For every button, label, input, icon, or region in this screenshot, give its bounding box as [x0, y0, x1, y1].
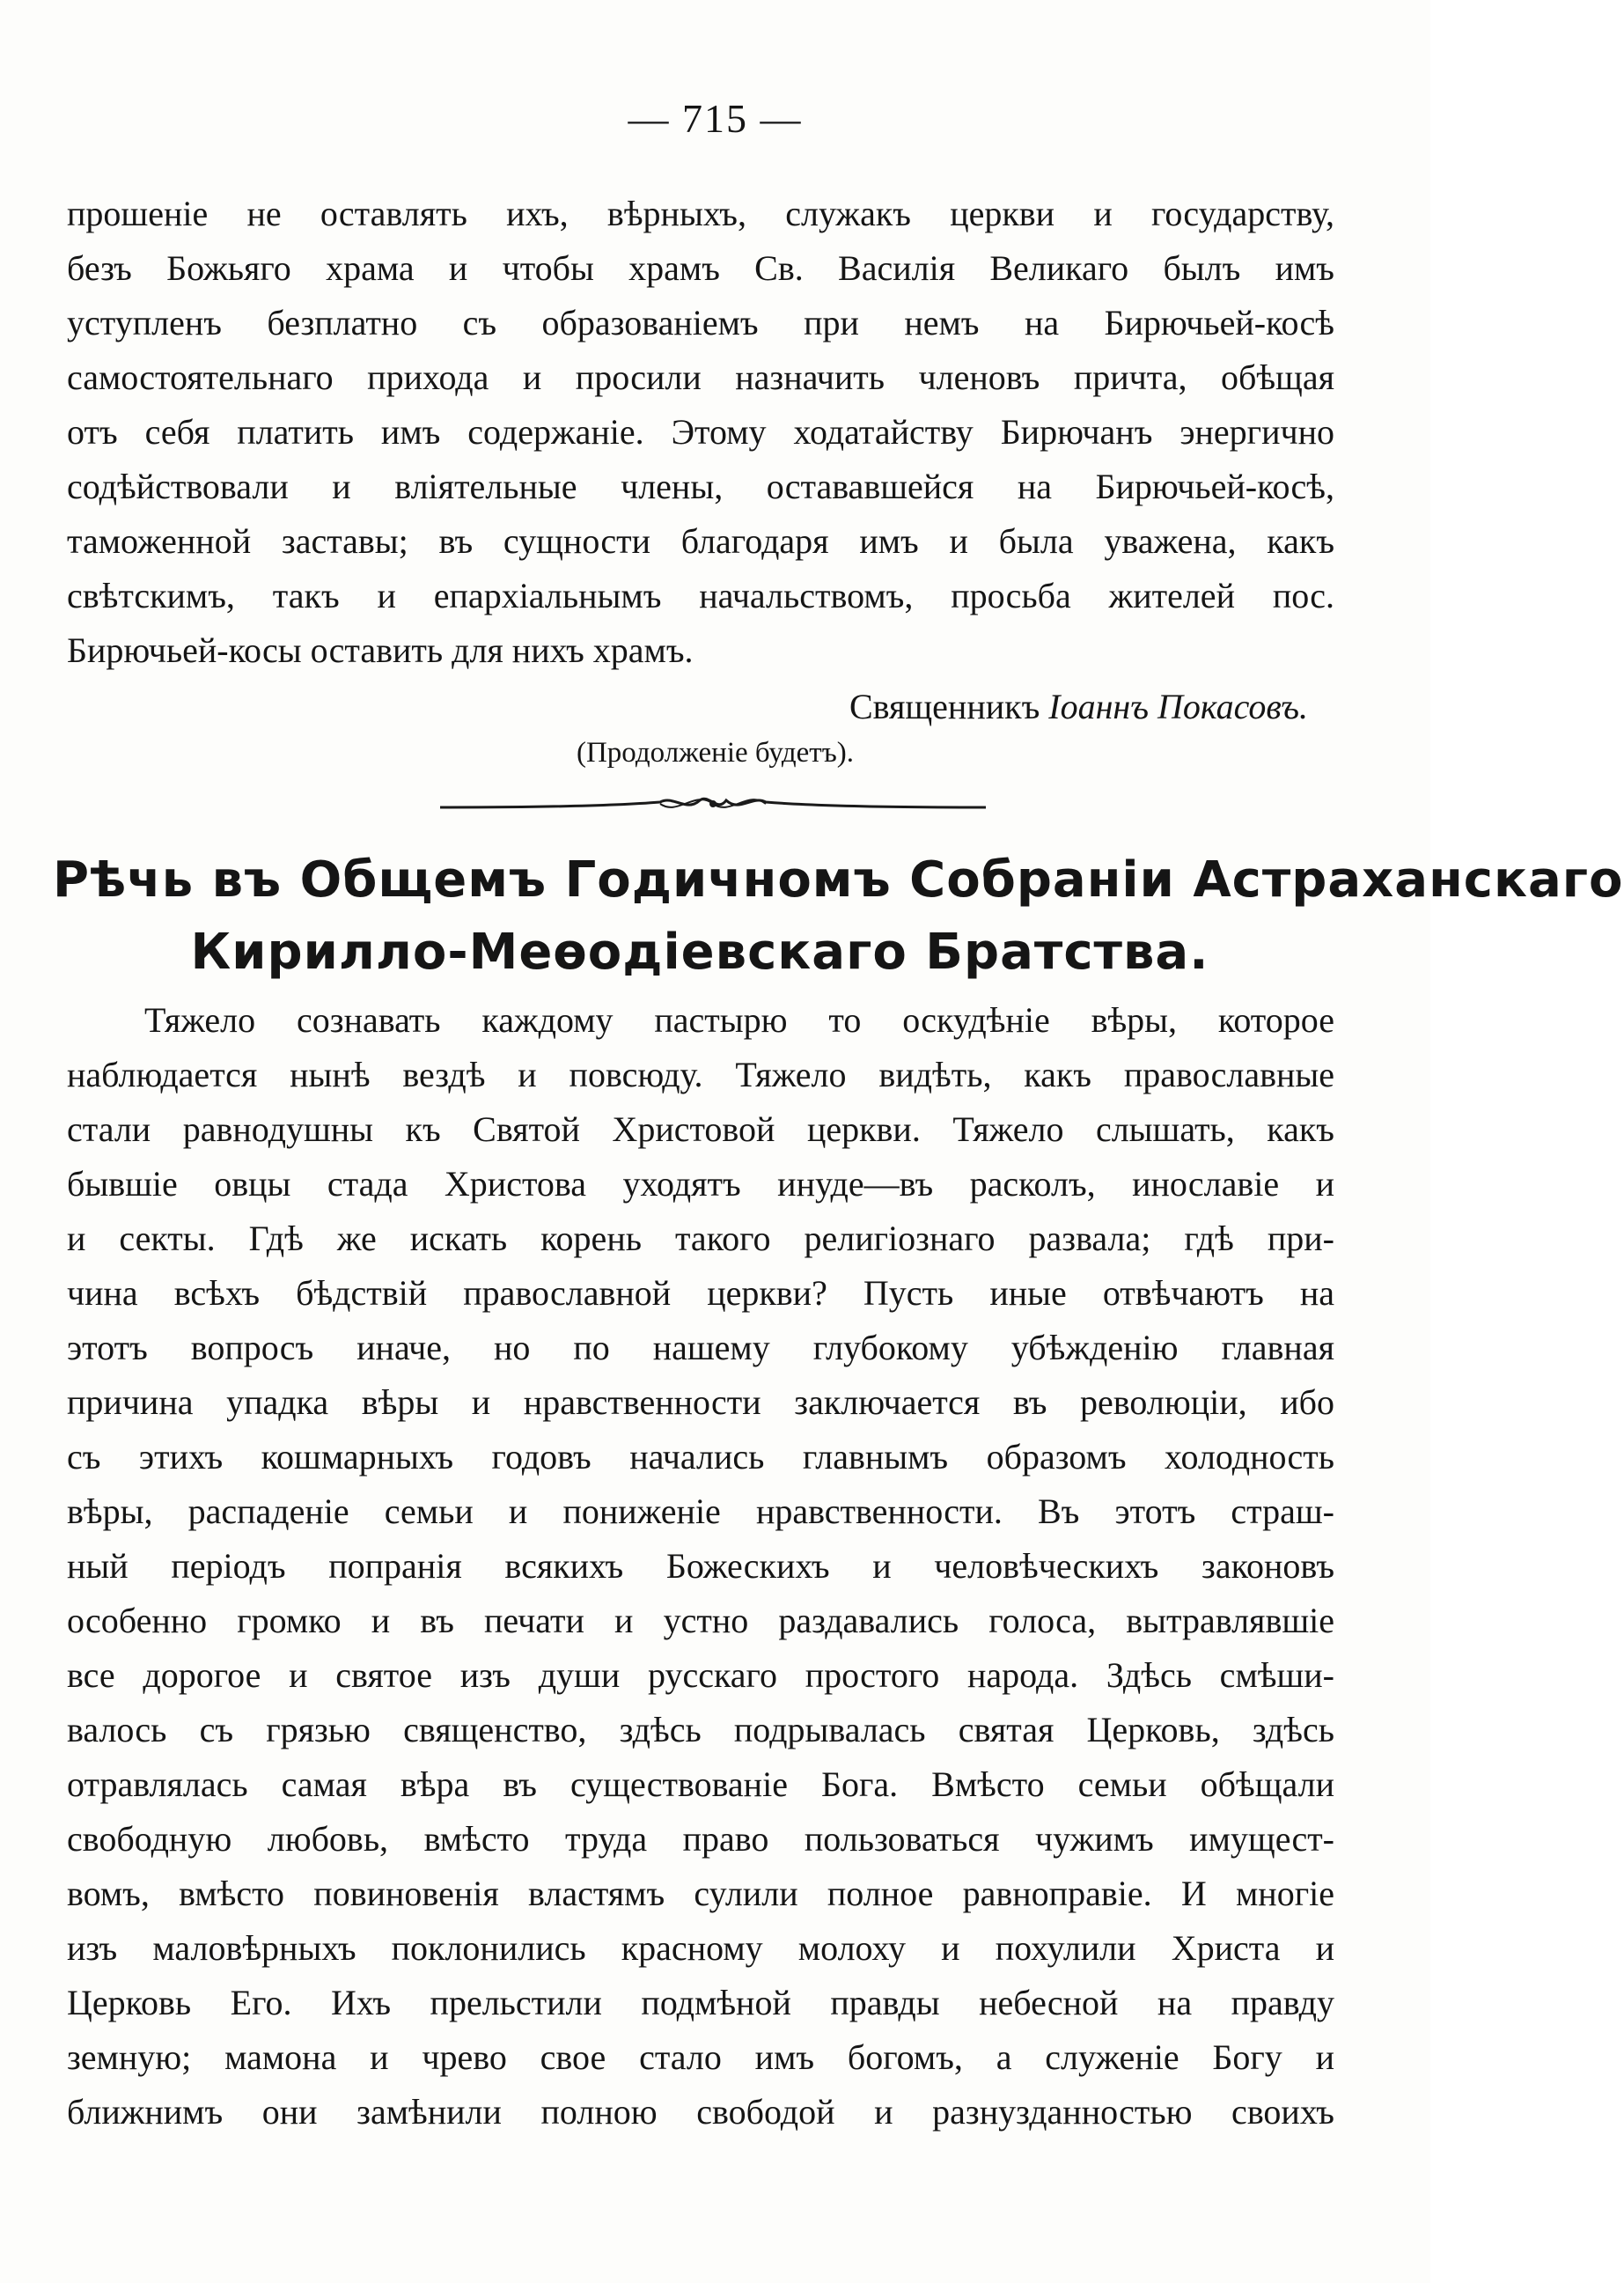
- text-line: земную; мамона и чрево свое стало имъ богомъ, а служеніе Богу и: [67, 2037, 1334, 2077]
- top-paragraph: [67, 187, 1334, 678]
- text-line: вѣры, распаденіе семьи и пониженіе нравственности. Въ этотъ страш-: [67, 1491, 1334, 1531]
- text-line: стали равнодушны къ Святой Христовой церкви. Тяжело слышать, какъ: [67, 1109, 1334, 1149]
- text-line: валось съ грязью священство, здѣсь подрывалась святая Церковь, здѣсь: [67, 1710, 1334, 1749]
- main-paragraph: [67, 993, 1334, 2139]
- continuation-note: (Продолженіе будетъ).: [576, 737, 855, 769]
- text-line: съ этихъ кошмарныхъ годовъ начались главнымъ образомъ холодность: [67, 1437, 1334, 1477]
- text-line: причина упадка вѣры и нравственности заключается въ революціи, ибо: [67, 1382, 1334, 1422]
- text-line: чина всѣхъ бѣдствій православной церкви? Пусть иные отвѣчаютъ на: [67, 1273, 1334, 1313]
- text-line: самостоятельнаго прихода и просили назначить членовъ причта, обѣщая: [67, 357, 1334, 397]
- signature-prefix: Священникъ: [849, 687, 1049, 726]
- text-line: ный періодъ попранія всякихъ Божескихъ и человѣческихъ законовъ: [67, 1546, 1334, 1586]
- text-line: и секты. Гдѣ же искать корень такого религіознаго развала; гдѣ при-: [67, 1219, 1334, 1258]
- section-heading-line-1: Рѣчь въ Общемъ Годичномъ Собраніи Астраханскаго: [53, 851, 1624, 909]
- text-line: уступленъ безплатно съ образованіемъ при немъ на Бирючьей-косѣ: [67, 303, 1334, 342]
- text-line: вомъ, вмѣсто повиновенія властямъ сулили полное равноправіе. И многіе: [67, 1874, 1334, 1913]
- text-line: особенно громко и въ печати и устно раздавались голоса, вытравлявшіе: [67, 1601, 1334, 1640]
- section-heading-line-2: Кирилло-Меѳодіевскаго Братства.: [190, 924, 1209, 981]
- signature: [0, 680, 1308, 734]
- text-line: все дорогое и святое изъ души русскаго простого народа. Здѣсь смѣши-: [67, 1655, 1334, 1695]
- text-line: Тяжело сознавать каждому пастырю то оскудѣніе вѣры, которое: [144, 1000, 1334, 1040]
- signature-name: Іоаннъ Покасовъ.: [1048, 687, 1308, 726]
- text-line: Церковь Его. Ихъ прельстили подмѣной правды небесной на правду: [67, 1983, 1334, 2022]
- text-line: этотъ вопросъ иначе, но по нашему глубокому убѣжденію главная: [67, 1328, 1334, 1367]
- page-number: — 715 —: [628, 96, 803, 141]
- text-line: отравлялась самая вѣра въ существованіе Бога. Вмѣсто семьи обѣщали: [67, 1764, 1334, 1804]
- text-line: прошеніе не оставлять ихъ, вѣрныхъ, служакъ церкви и государству,: [67, 194, 1334, 233]
- ornament-divider-icon: [440, 786, 986, 821]
- text-line: свѣтскимъ, такъ и епархіальнымъ начальствомъ, просьба жителей пос.: [67, 576, 1334, 615]
- text-line: Бирючьей-косы оставить для нихъ храмъ.: [67, 630, 694, 670]
- text-line: содѣйствовали и вліятельные члены, остававшейся на Бирючьей-косѣ,: [67, 467, 1334, 506]
- text-line: наблюдается нынѣ вездѣ и повсюду. Тяжело видѣть, какъ православные: [67, 1055, 1334, 1094]
- text-line: безъ Божьяго храма и чтобы храмъ Св. Василія Великаго былъ имъ: [67, 248, 1334, 288]
- text-line: ближнимъ они замѣнили полною свободой и разнузданностью своихъ: [67, 2092, 1334, 2132]
- text-line: бывшіе овцы стада Христова уходятъ инуде—въ расколъ, инославіе и: [67, 1164, 1334, 1204]
- text-line: свободную любовь, вмѣсто труда право пользоваться чужимъ имущест-: [67, 1819, 1334, 1859]
- text-line: таможенной заставы; въ сущности благодаря имъ и была уважена, какъ: [67, 521, 1334, 561]
- text-line: отъ себя платить имъ содержаніе. Этому ходатайству Бирючанъ энергично: [67, 412, 1334, 452]
- text-line: изъ маловѣрныхъ поклонились красному молоху и похулили Христа и: [67, 1928, 1334, 1968]
